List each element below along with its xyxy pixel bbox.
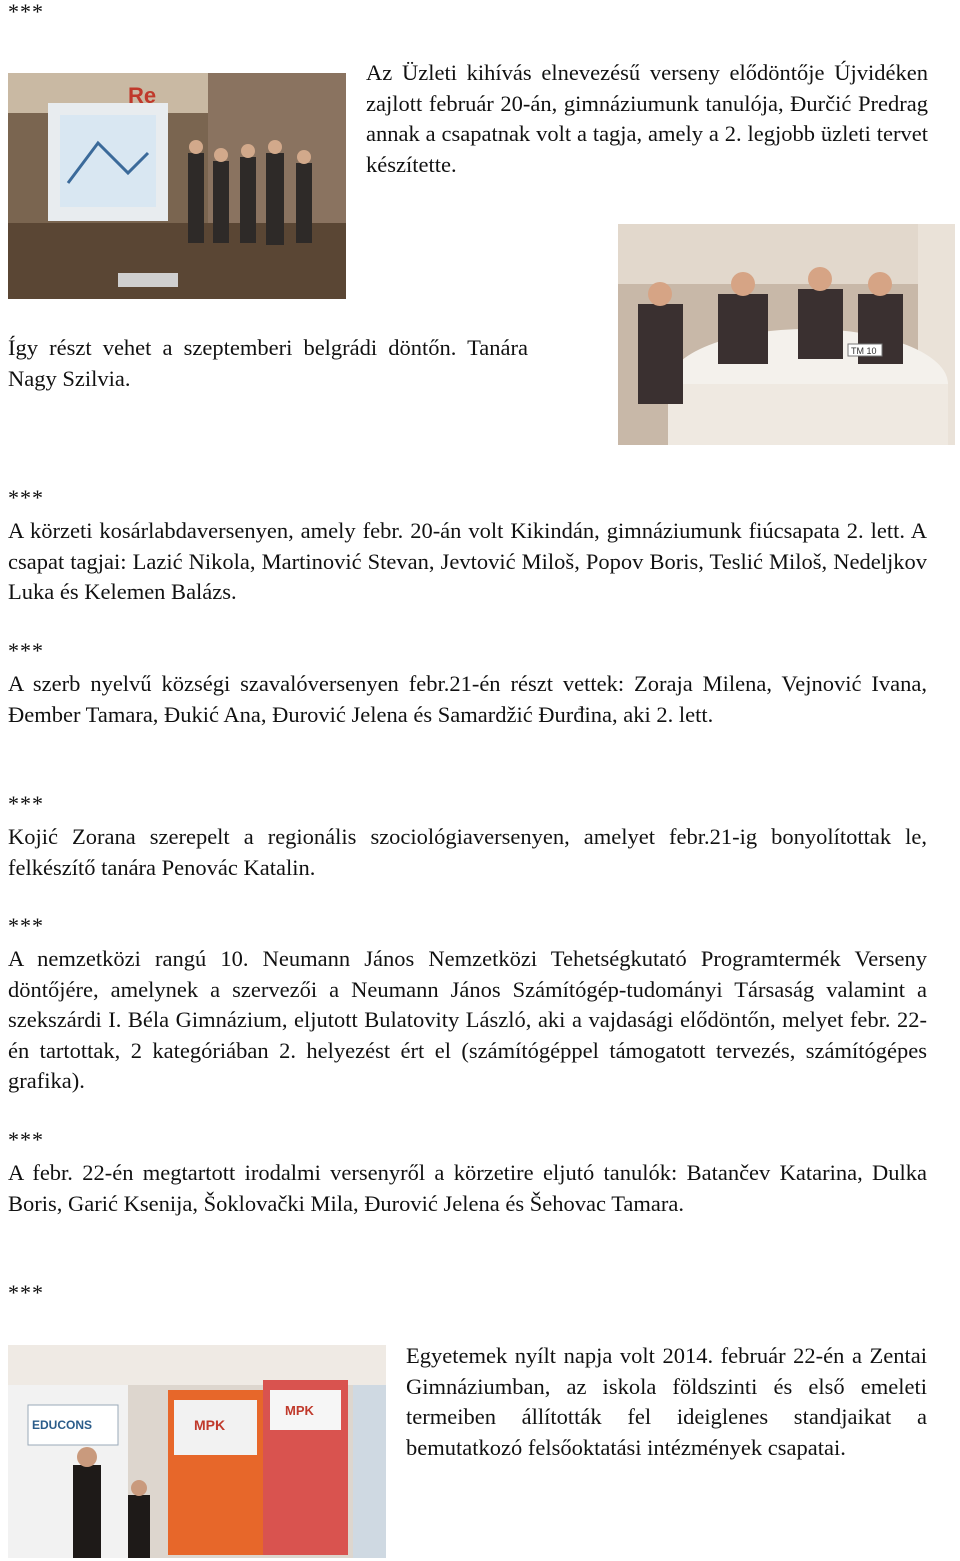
banner-mpk-text-2: MPK [285, 1403, 314, 1418]
photo-university-open-day [8, 1345, 386, 1558]
photo-business-team-table [618, 224, 955, 445]
article-literature: A febr. 22-én megtartott irodalmi versenyről a körzetire eljutó tanulók: Batančev Katarina, Dulka Boris, Garić Ksenija, Šoklovački Mila, Đurović Jelena és Šehovac Tamara. [8, 1160, 927, 1216]
article-basketball: A körzeti kosárlabdaversenyen, amely febr. 20-án volt Kikindán, gimnáziumunk fiúcsapata 2. lett. A csapat tagjai: Lazić Nikola, Martinović Stevan, Jevtović Miloš, Popov Boris, Teslić Miloš, Nedeljkov Luka és Kelemen Balázs. [8, 518, 927, 604]
table-card-text: TM 10 [851, 346, 877, 356]
separator: *** [8, 791, 44, 816]
banner-mpk-text-1: MPK [194, 1417, 226, 1433]
separator: *** [8, 1127, 44, 1152]
separator: *** [8, 485, 44, 510]
photo-business-presentation [8, 73, 346, 299]
separator: *** [8, 913, 44, 938]
separator: *** [8, 1280, 44, 1305]
article-business-challenge: Az Üzleti kihívás elnevezésű verseny elődöntője Újvidéken zajlott február 20-án, gimnáziumunk tanulója, Đurčić Predrag annak a csapatnak volt a tagja, amely a 2. legjobb üzleti tervet készítette. [366, 60, 928, 177]
article-business-followup: Így részt vehet a szeptemberi belgrádi döntőn. Tanára Nagy Szilvia. [8, 335, 528, 391]
article-university-open-day: Egyetemek nyílt napja volt 2014. február 22-én a Zentai Gimnáziumban, az iskola földszinti és első emeleti termeiben állították fel ideiglenes standjaikat a bemutatkozó felsőoktatási intézmények csapatai. [406, 1343, 927, 1460]
stage-sign-text: Re [128, 83, 157, 108]
separator: *** [8, 638, 44, 663]
article-sociology: Kojić Zorana szerepelt a regionális szociológiaversenyen, amelyet febr.21-ig bonyolítottak le, felkészítő tanára Penovác Katalin. [8, 824, 927, 880]
article-recitation: A szerb nyelvű községi szavalóversenyen febr.21-én részt vettek: Zoraja Milena, Vejnović Ivana, Đember Tamara, Đukić Ana, Đurović Jelena és Samardžić Đurđina, aki 2. lett. [8, 671, 927, 727]
separator: *** [8, 0, 44, 24]
article-neumann: A nemzetközi rangú 10. Neumann János Nemzetközi Tehetségkutató Programtermék Verseny döntőjére, amelynek a szervezői a Neumann János Számítógép-tudományi Társaság valamint a szekszárdi I. Béla Gimnázium, eljutott Bulatovity László, aki a vajdasági elődöntőn, melyet febr. 22-én tartottak, 2 kategóriában 2. helyezést ért el (számítógéppel támogatott tervezés, számítógépes grafika). [8, 946, 927, 1093]
banner-educons-text: EDUCONS [32, 1418, 93, 1432]
